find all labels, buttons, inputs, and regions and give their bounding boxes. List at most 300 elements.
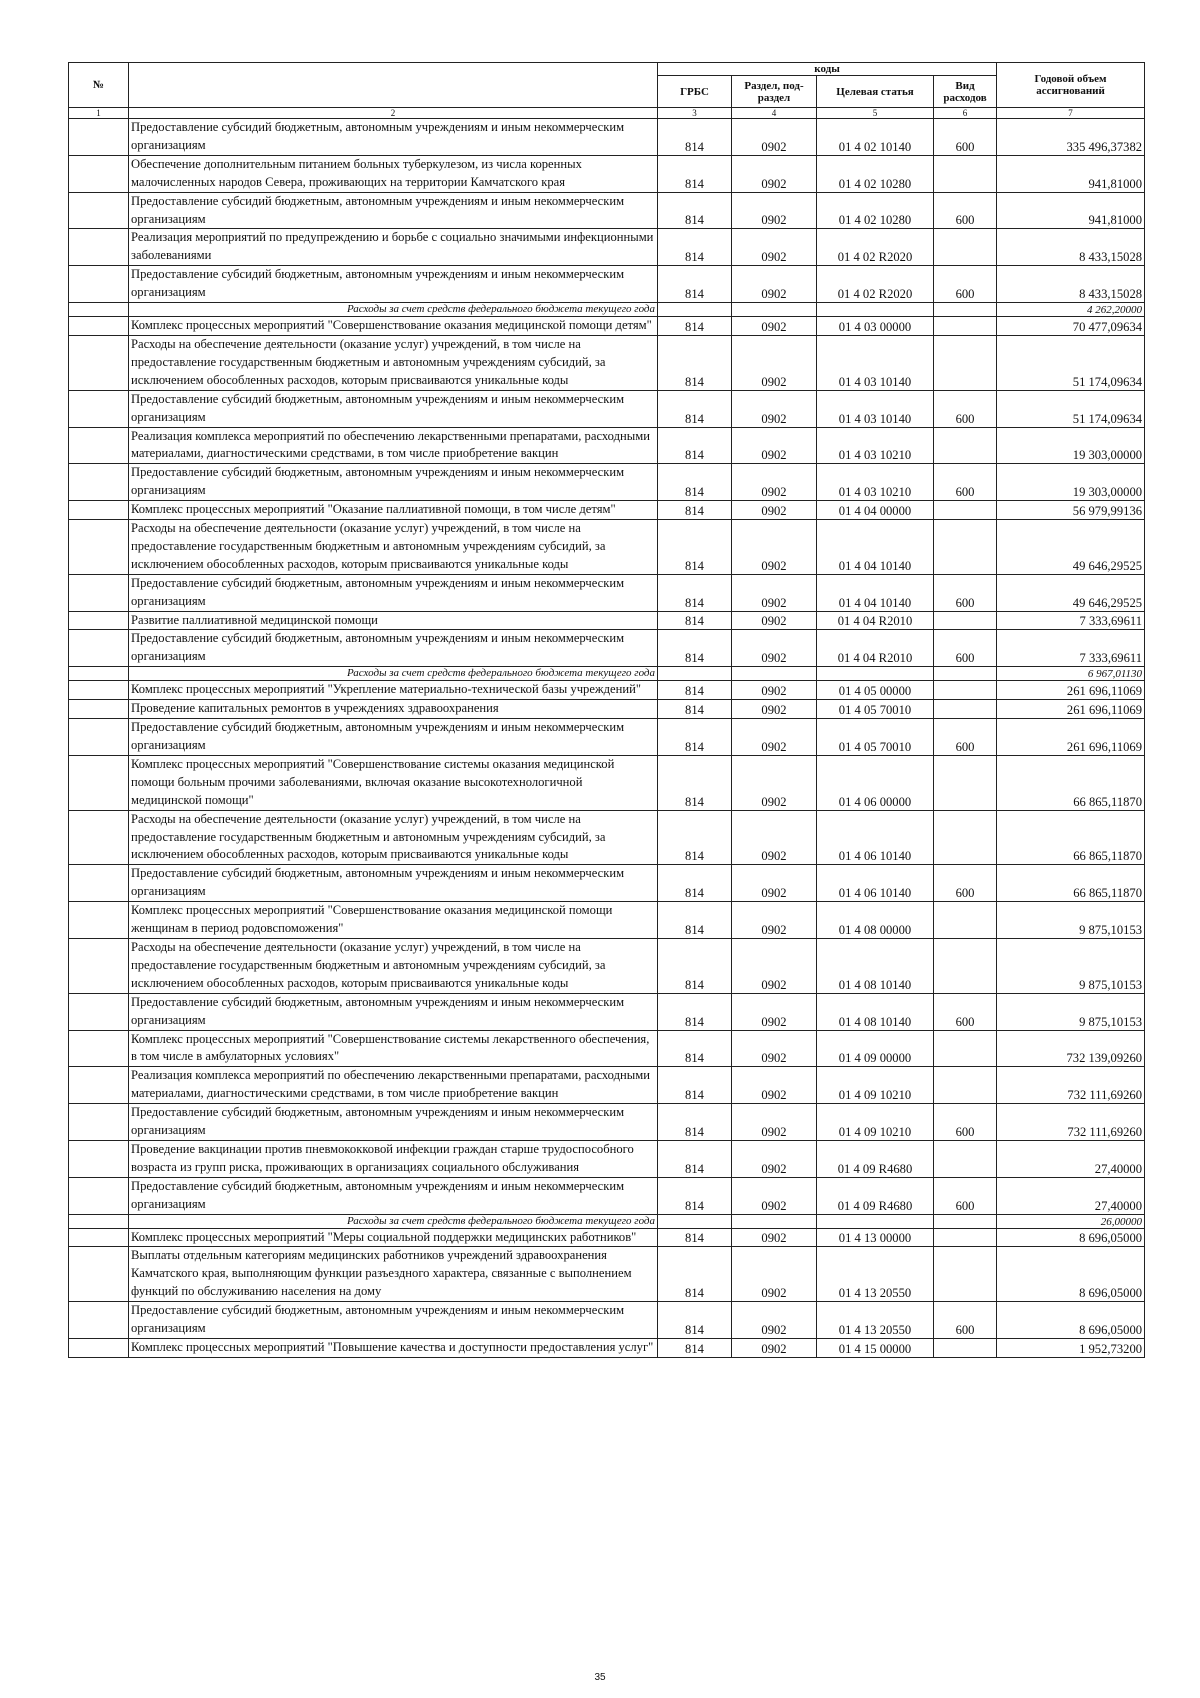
row-amount: 335 496,37382 [997,119,1145,156]
table-row [69,1104,1145,1141]
row-target-article: 01 4 04 00000 [817,501,934,520]
column-number: 5 [817,108,934,119]
row-target-article: 01 4 03 10140 [817,335,934,390]
row-name: Проведение вакцинации против пневмококковой инфекции граждан старше трудоспособного возраста из групп риска, проживающих в организациях социального обслуживания [129,1140,658,1177]
row-grbs: 814 [658,611,732,630]
row-amount: 7 333,69611 [997,611,1145,630]
row-razdel: 0902 [732,902,817,939]
row-expense-type: 600 [934,719,997,756]
row-razdel: 0902 [732,520,817,575]
row-name: Расходы за счет средств федерального бюджета текущего года [129,1214,658,1228]
row-number-cell [69,700,129,719]
row-target-article: 01 4 03 00000 [817,317,934,336]
row-target-article: 01 4 02 10280 [817,155,934,192]
row-razdel: 0902 [732,865,817,902]
row-name: Комплекс процессных мероприятий "Совершенствование системы лекарственного обеспечения, в том числе в амбулаторных условиях" [129,1030,658,1067]
row-number-cell [69,229,129,266]
row-expense-type [934,1247,997,1302]
row-razdel: 0902 [732,700,817,719]
row-grbs: 814 [658,266,732,303]
row-name: Предоставление субсидий бюджетным, автономным учреждениям и иным некоммерческим организациям [129,119,658,156]
row-name: Комплекс процессных мероприятий "Оказание паллиативной помощи, в том числе детям" [129,501,658,520]
col-amount-header: Годовой объем ассигнований [997,63,1145,108]
row-name: Расходы на обеспечение деятельности (оказание услуг) учреждений, в том числе на предоставление государственным бюджетным и автономным учреждениям субсидий, за исключением обособленных расходов, которым присваиваются уникальные коды [129,335,658,390]
row-amount: 9 875,10153 [997,902,1145,939]
row-grbs: 814 [658,1140,732,1177]
col-num-header: № [69,63,129,108]
row-target-article: 01 4 05 70010 [817,700,934,719]
row-razdel: 0902 [732,938,817,993]
row-name: Предоставление субсидий бюджетным, автономным учреждениям и иным некоммерческим организациям [129,390,658,427]
table-row [69,755,1145,810]
row-grbs: 814 [658,229,732,266]
row-amount: 732 111,69260 [997,1104,1145,1141]
row-expense-type: 600 [934,1302,997,1339]
table-row [69,1177,1145,1214]
row-expense-type [934,700,997,719]
row-name: Предоставление субсидий бюджетным, автономным учреждениям и иным некоммерческим организациям [129,630,658,667]
row-target-article: 01 4 02 R2020 [817,266,934,303]
row-target-article: 01 4 09 R4680 [817,1140,934,1177]
row-amount: 6 967,01130 [997,667,1145,681]
table-row [69,719,1145,756]
row-expense-type: 600 [934,1104,997,1141]
row-amount: 732 111,69260 [997,1067,1145,1104]
row-number-cell [69,681,129,700]
row-target-article: 01 4 13 20550 [817,1302,934,1339]
column-number: 7 [997,108,1145,119]
row-amount: 8 696,05000 [997,1302,1145,1339]
row-razdel: 0902 [732,1302,817,1339]
row-target-article: 01 4 08 10140 [817,993,934,1030]
row-name: Развитие паллиативной медицинской помощи [129,611,658,630]
row-razdel: 0902 [732,155,817,192]
row-expense-type: 600 [934,630,997,667]
row-number-cell [69,390,129,427]
row-expense-type [934,681,997,700]
row-target-article: 01 4 03 10140 [817,390,934,427]
column-number: 4 [732,108,817,119]
table-row [69,119,1145,156]
row-target-article: 01 4 05 70010 [817,719,934,756]
row-expense-type [934,810,997,865]
table-row [69,1228,1145,1247]
row-amount: 56 979,99136 [997,501,1145,520]
row-amount: 66 865,11870 [997,755,1145,810]
row-razdel: 0902 [732,390,817,427]
row-number-cell [69,335,129,390]
col-vid-header: Вид расходов [934,76,997,108]
row-name: Комплекс процессных мероприятий "Повышение качества и доступности предоставления услуг" [129,1339,658,1358]
row-target-article [817,303,934,317]
row-target-article: 01 4 02 10280 [817,192,934,229]
row-number-cell [69,1339,129,1358]
table-row [69,317,1145,336]
row-razdel: 0902 [732,1247,817,1302]
table-row [69,390,1145,427]
row-razdel [732,1214,817,1228]
col-name-header [129,63,658,108]
row-grbs: 814 [658,755,732,810]
row-razdel: 0902 [732,719,817,756]
row-razdel [732,303,817,317]
row-number-cell [69,317,129,336]
row-target-article: 01 4 06 00000 [817,755,934,810]
row-razdel: 0902 [732,1177,817,1214]
row-number-cell [69,667,129,681]
row-amount: 49 646,29525 [997,520,1145,575]
row-name: Расходы на обеспечение деятельности (оказание услуг) учреждений, в том числе на предоставление государственным бюджетным и автономным учреждениям субсидий, за исключением обособленных расходов, которым присваиваются уникальные коды [129,938,658,993]
row-expense-type: 600 [934,993,997,1030]
table-row [69,574,1145,611]
row-target-article: 01 4 02 R2020 [817,229,934,266]
row-name: Расходы на обеспечение деятельности (оказание услуг) учреждений, в том числе на предоставление государственным бюджетным и автономным учреждениям субсидий, за исключением обособленных расходов, которым присваиваются уникальные коды [129,520,658,575]
row-amount: 27,40000 [997,1177,1145,1214]
table-row [69,993,1145,1030]
row-target-article: 01 4 04 10140 [817,520,934,575]
row-grbs: 814 [658,335,732,390]
row-grbs: 814 [658,317,732,336]
column-number: 6 [934,108,997,119]
row-razdel: 0902 [732,501,817,520]
row-razdel: 0902 [732,1104,817,1141]
row-target-article: 01 4 09 10210 [817,1067,934,1104]
federal-budget-row [69,667,1145,681]
row-name: Комплекс процессных мероприятий "Укрепление материально-технической базы учреждений" [129,681,658,700]
row-name: Комплекс процессных мероприятий "Совершенствование системы оказания медицинской помощи больным прочими заболеваниями, включая оказание высокотехнологичной медицинской помощи" [129,755,658,810]
row-target-article: 01 4 15 00000 [817,1339,934,1358]
table-row [69,427,1145,464]
table-row [69,266,1145,303]
row-grbs [658,1214,732,1228]
row-expense-type [934,335,997,390]
row-target-article [817,1214,934,1228]
row-expense-type: 600 [934,464,997,501]
row-expense-type [934,1140,997,1177]
row-grbs: 814 [658,865,732,902]
row-grbs: 814 [658,119,732,156]
row-target-article: 01 4 13 00000 [817,1228,934,1247]
row-amount: 19 303,00000 [997,464,1145,501]
row-name: Расходы на обеспечение деятельности (оказание услуг) учреждений, в том числе на предоставление государственным бюджетным и автономным учреждениям субсидий, за исключением обособленных расходов, которым присваиваются уникальные коды [129,810,658,865]
table-row [69,938,1145,993]
row-grbs: 814 [658,902,732,939]
row-number-cell [69,1030,129,1067]
row-expense-type: 600 [934,1177,997,1214]
row-number-cell [69,611,129,630]
row-amount: 9 875,10153 [997,938,1145,993]
table-row [69,464,1145,501]
row-number-cell [69,192,129,229]
row-number-cell [69,266,129,303]
row-name: Реализация комплекса мероприятий по обеспечению лекарственными препаратами, расходными материалами, диагностическими средствами, в том числе приобретение вакцин [129,427,658,464]
row-expense-type [934,1067,997,1104]
row-number-cell [69,755,129,810]
row-razdel: 0902 [732,681,817,700]
row-grbs: 814 [658,155,732,192]
row-grbs: 814 [658,1228,732,1247]
row-amount: 1 952,73200 [997,1339,1145,1358]
table-row [69,902,1145,939]
row-expense-type [934,520,997,575]
row-razdel: 0902 [732,755,817,810]
row-name: Предоставление субсидий бюджетным, автономным учреждениям и иным некоммерческим организациям [129,993,658,1030]
col-grbs-header: ГРБС [658,76,732,108]
row-number-cell [69,810,129,865]
row-name: Выплаты отдельным категориям медицинских работников учреждений здравоохранения Камчатского края, выполняющим функции разъездного характера, связанные с выполнением функций по обслуживанию населения на дому [129,1247,658,1302]
row-razdel: 0902 [732,1030,817,1067]
row-number-cell [69,303,129,317]
row-name: Реализация комплекса мероприятий по обеспечению лекарственными препаратами, расходными материалами, диагностическими средствами, в том числе приобретение вакцин [129,1067,658,1104]
row-razdel: 0902 [732,574,817,611]
row-grbs: 814 [658,192,732,229]
row-grbs: 814 [658,464,732,501]
table-row [69,611,1145,630]
row-amount: 8 696,05000 [997,1247,1145,1302]
row-razdel: 0902 [732,266,817,303]
row-number-cell [69,427,129,464]
row-razdel: 0902 [732,427,817,464]
row-target-article: 01 4 05 00000 [817,681,934,700]
row-expense-type [934,303,997,317]
table-row [69,192,1145,229]
row-expense-type: 600 [934,119,997,156]
row-number-cell [69,155,129,192]
row-grbs: 814 [658,1302,732,1339]
table-row [69,700,1145,719]
row-amount: 941,81000 [997,155,1145,192]
row-razdel: 0902 [732,1140,817,1177]
row-razdel [732,667,817,681]
row-expense-type [934,755,997,810]
table-row [69,1302,1145,1339]
row-grbs: 814 [658,1104,732,1141]
row-name: Обеспечение дополнительным питанием больных туберкулезом, из числа коренных малочисленных народов Севера, проживающих на территории Камчатского края [129,155,658,192]
row-target-article: 01 4 04 R2010 [817,630,934,667]
row-number-cell [69,630,129,667]
row-expense-type: 600 [934,390,997,427]
row-expense-type [934,938,997,993]
row-grbs: 814 [658,1030,732,1067]
row-grbs: 814 [658,520,732,575]
row-amount: 8 433,15028 [997,266,1145,303]
row-razdel: 0902 [732,229,817,266]
row-name: Предоставление субсидий бюджетным, автономным учреждениям и иным некоммерческим организациям [129,719,658,756]
row-expense-type [934,155,997,192]
row-amount: 261 696,11069 [997,700,1145,719]
row-grbs: 814 [658,810,732,865]
column-number: 2 [129,108,658,119]
row-expense-type: 600 [934,192,997,229]
row-amount: 66 865,11870 [997,810,1145,865]
row-number-cell [69,501,129,520]
row-number-cell [69,1104,129,1141]
row-target-article: 01 4 03 10210 [817,427,934,464]
row-grbs [658,667,732,681]
row-razdel: 0902 [732,993,817,1030]
row-amount: 51 174,09634 [997,335,1145,390]
row-number-cell [69,1140,129,1177]
row-expense-type [934,427,997,464]
col-cs-header: Целевая статья [817,76,934,108]
row-amount: 19 303,00000 [997,427,1145,464]
row-amount: 9 875,10153 [997,993,1145,1030]
table-row [69,501,1145,520]
row-expense-type: 600 [934,865,997,902]
row-number-cell [69,574,129,611]
row-target-article: 01 4 09 R4680 [817,1177,934,1214]
row-amount: 26,00000 [997,1214,1145,1228]
row-name: Расходы за счет средств федерального бюджета текущего года [129,667,658,681]
row-target-article: 01 4 09 10210 [817,1104,934,1141]
row-number-cell [69,938,129,993]
row-name: Предоставление субсидий бюджетным, автономным учреждениям и иным некоммерческим организациям [129,266,658,303]
row-razdel: 0902 [732,1067,817,1104]
row-razdel: 0902 [732,1339,817,1358]
row-name: Комплекс процессных мероприятий "Меры социальной поддержки медицинских работников" [129,1228,658,1247]
row-amount: 49 646,29525 [997,574,1145,611]
table-row [69,335,1145,390]
row-number-cell [69,520,129,575]
row-name: Предоставление субсидий бюджетным, автономным учреждениям и иным некоммерческим организациям [129,464,658,501]
row-grbs: 814 [658,993,732,1030]
row-expense-type [934,1030,997,1067]
row-grbs: 814 [658,630,732,667]
row-amount: 732 139,09260 [997,1030,1145,1067]
row-razdel: 0902 [732,335,817,390]
row-amount: 66 865,11870 [997,865,1145,902]
row-grbs: 814 [658,427,732,464]
row-number-cell [69,719,129,756]
row-expense-type [934,1214,997,1228]
col-razdel-header: Раздел, под-раздел [732,76,817,108]
row-grbs: 814 [658,1177,732,1214]
row-number-cell [69,993,129,1030]
row-number-cell [69,1247,129,1302]
row-number-cell [69,865,129,902]
table-row [69,1067,1145,1104]
row-name: Предоставление субсидий бюджетным, автономным учреждениям и иным некоммерческим организациям [129,574,658,611]
table-row [69,229,1145,266]
row-expense-type [934,501,997,520]
row-name: Предоставление субсидий бюджетным, автономным учреждениям и иным некоммерческим организациям [129,865,658,902]
row-grbs [658,303,732,317]
row-grbs: 814 [658,1247,732,1302]
row-name: Предоставление субсидий бюджетным, автономным учреждениям и иным некоммерческим организациям [129,1104,658,1141]
table-row [69,1247,1145,1302]
row-grbs: 814 [658,719,732,756]
table-row [69,520,1145,575]
row-expense-type: 600 [934,574,997,611]
row-razdel: 0902 [732,611,817,630]
row-number-cell [69,1067,129,1104]
row-expense-type [934,1228,997,1247]
federal-budget-row [69,1214,1145,1228]
row-amount: 51 174,09634 [997,390,1145,427]
row-amount: 27,40000 [997,1140,1145,1177]
row-razdel: 0902 [732,810,817,865]
row-target-article: 01 4 04 R2010 [817,611,934,630]
row-name: Реализация мероприятий по предупреждению и борьбе с социально значимыми инфекционными заболеваниями [129,229,658,266]
federal-budget-row [69,303,1145,317]
row-expense-type [934,667,997,681]
row-grbs: 814 [658,700,732,719]
table-row [69,681,1145,700]
row-amount: 8 696,05000 [997,1228,1145,1247]
table-row [69,1140,1145,1177]
row-amount: 70 477,09634 [997,317,1145,336]
table-row [69,630,1145,667]
column-number: 3 [658,108,732,119]
row-number-cell [69,1177,129,1214]
row-expense-type: 600 [934,266,997,303]
row-number-cell [69,1302,129,1339]
row-name: Предоставление субсидий бюджетным, автономным учреждениям и иным некоммерческим организациям [129,1302,658,1339]
row-number-cell [69,902,129,939]
row-target-article: 01 4 03 10210 [817,464,934,501]
row-amount: 261 696,11069 [997,719,1145,756]
row-grbs: 814 [658,1339,732,1358]
table-row [69,155,1145,192]
row-name: Предоставление субсидий бюджетным, автономным учреждениям и иным некоммерческим организациям [129,1177,658,1214]
row-amount: 4 262,20000 [997,303,1145,317]
row-number-cell [69,119,129,156]
row-expense-type [934,317,997,336]
row-number-cell [69,464,129,501]
row-grbs: 814 [658,938,732,993]
table-row [69,865,1145,902]
row-razdel: 0902 [732,630,817,667]
column-number: 1 [69,108,129,119]
row-name: Проведение капитальных ремонтов в учреждениях здравоохранения [129,700,658,719]
codes-header: коды [658,63,997,76]
table-row [69,1030,1145,1067]
row-razdel: 0902 [732,464,817,501]
row-target-article: 01 4 09 00000 [817,1030,934,1067]
row-amount: 8 433,15028 [997,229,1145,266]
row-grbs: 814 [658,681,732,700]
page-number: 35 [594,1672,606,1683]
row-target-article: 01 4 06 10140 [817,865,934,902]
row-expense-type [934,902,997,939]
row-amount: 7 333,69611 [997,630,1145,667]
row-expense-type [934,229,997,266]
row-grbs: 814 [658,1067,732,1104]
row-target-article: 01 4 08 10140 [817,938,934,993]
row-amount: 941,81000 [997,192,1145,229]
row-razdel: 0902 [732,192,817,229]
row-grbs: 814 [658,574,732,611]
row-number-cell [69,1214,129,1228]
row-name: Комплекс процессных мероприятий "Совершенствование оказания медицинской помощи детям" [129,317,658,336]
row-target-article: 01 4 04 10140 [817,574,934,611]
row-target-article: 01 4 06 10140 [817,810,934,865]
column-numbers-row [69,108,1145,119]
row-name: Комплекс процессных мероприятий "Совершенствование оказания медицинской помощи женщинам в период родовспоможения" [129,902,658,939]
row-name: Расходы за счет средств федерального бюджета текущего года [129,303,658,317]
row-target-article: 01 4 02 10140 [817,119,934,156]
row-target-article [817,667,934,681]
row-expense-type [934,611,997,630]
row-number-cell [69,1228,129,1247]
row-name: Предоставление субсидий бюджетным, автономным учреждениям и иным некоммерческим организациям [129,192,658,229]
row-target-article: 01 4 08 00000 [817,902,934,939]
row-grbs: 814 [658,501,732,520]
row-expense-type [934,1339,997,1358]
row-razdel: 0902 [732,119,817,156]
row-razdel: 0902 [732,317,817,336]
row-amount: 261 696,11069 [997,681,1145,700]
